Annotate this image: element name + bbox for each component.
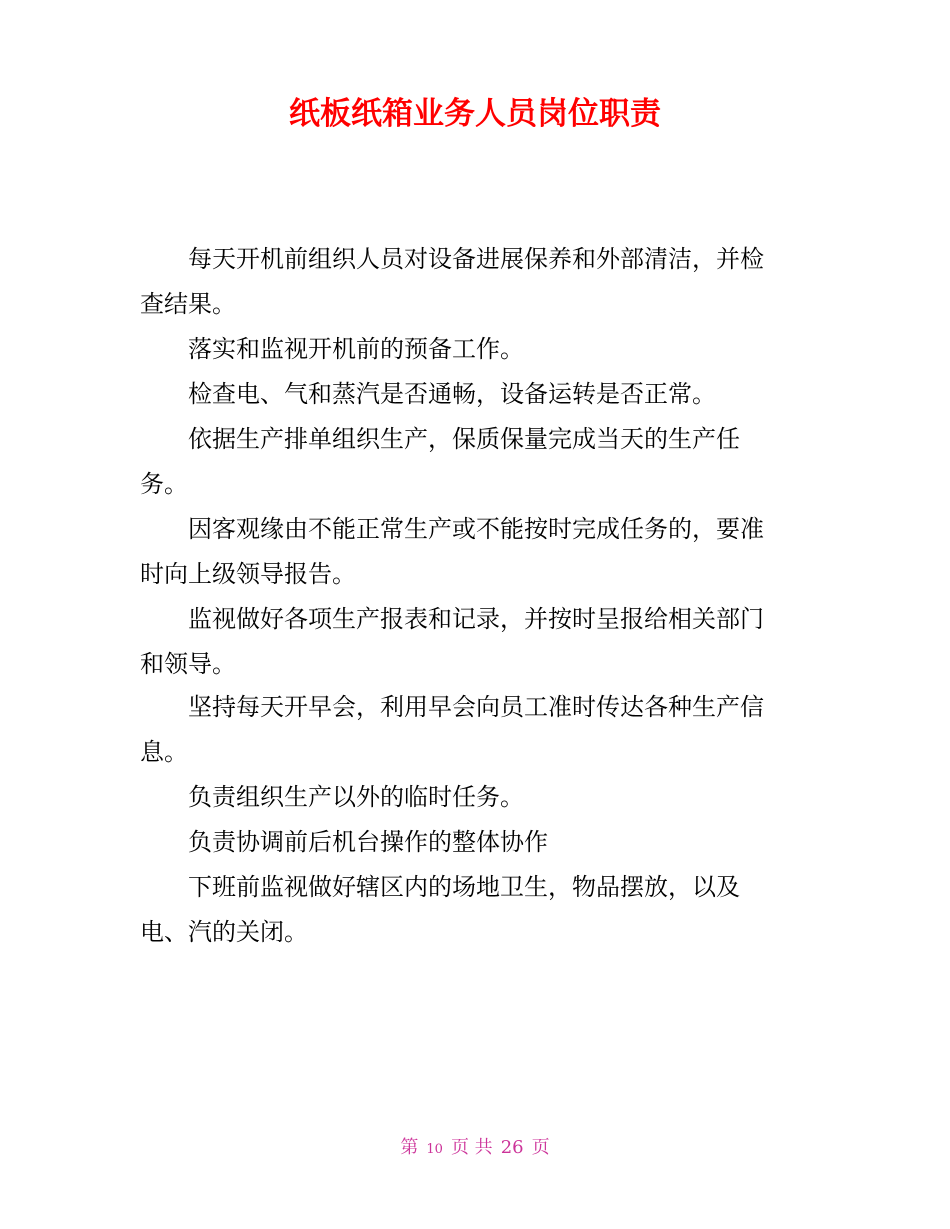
duty-paragraph: 负责组织生产以外的临时任务。 <box>188 783 524 811</box>
footer-current-page: 10 <box>426 1142 443 1157</box>
duty-paragraph: 因客观缘由不能正常生产或不能按时完成任务的，要准时向上级领导报告。 <box>140 515 764 588</box>
footer-middle: 页 共 <box>450 1137 493 1158</box>
duty-paragraph: 下班前监视做好辖区内的场地卫生，物品摆放，以及电、汽的关闭。 <box>140 873 740 946</box>
duty-paragraph: 每天开机前组织人员对设备进展保养和外部清洁，并检查结果。 <box>140 245 764 318</box>
duties-block-2 <box>140 685 785 955</box>
duty-paragraph: 负责协调前后机台操作的整体协作 <box>188 828 548 856</box>
duty-paragraph: 检查电、气和蒸汽是否通畅，设备运转是否正常。 <box>188 380 716 408</box>
footer-suffix: 页 <box>531 1137 550 1158</box>
duties-block-1 <box>140 237 785 687</box>
document-title: 纸板纸箱业务人员岗位职责 <box>289 96 661 132</box>
footer-total-pages: 26 <box>500 1137 524 1158</box>
duty-paragraph: 依据生产排单组织生产，保质保量完成当天的生产任务。 <box>140 425 740 498</box>
duty-paragraph: 坚持每天开早会，利用早会向员工准时传达各种生产信息。 <box>140 693 764 766</box>
footer-prefix: 第 <box>400 1137 419 1158</box>
duty-paragraph: 监视做好各项生产报表和记录，并按时呈报给相关部门和领导。 <box>140 605 764 678</box>
duty-paragraph: 落实和监视开机前的预备工作。 <box>188 335 524 363</box>
page-footer <box>0 1133 950 1159</box>
